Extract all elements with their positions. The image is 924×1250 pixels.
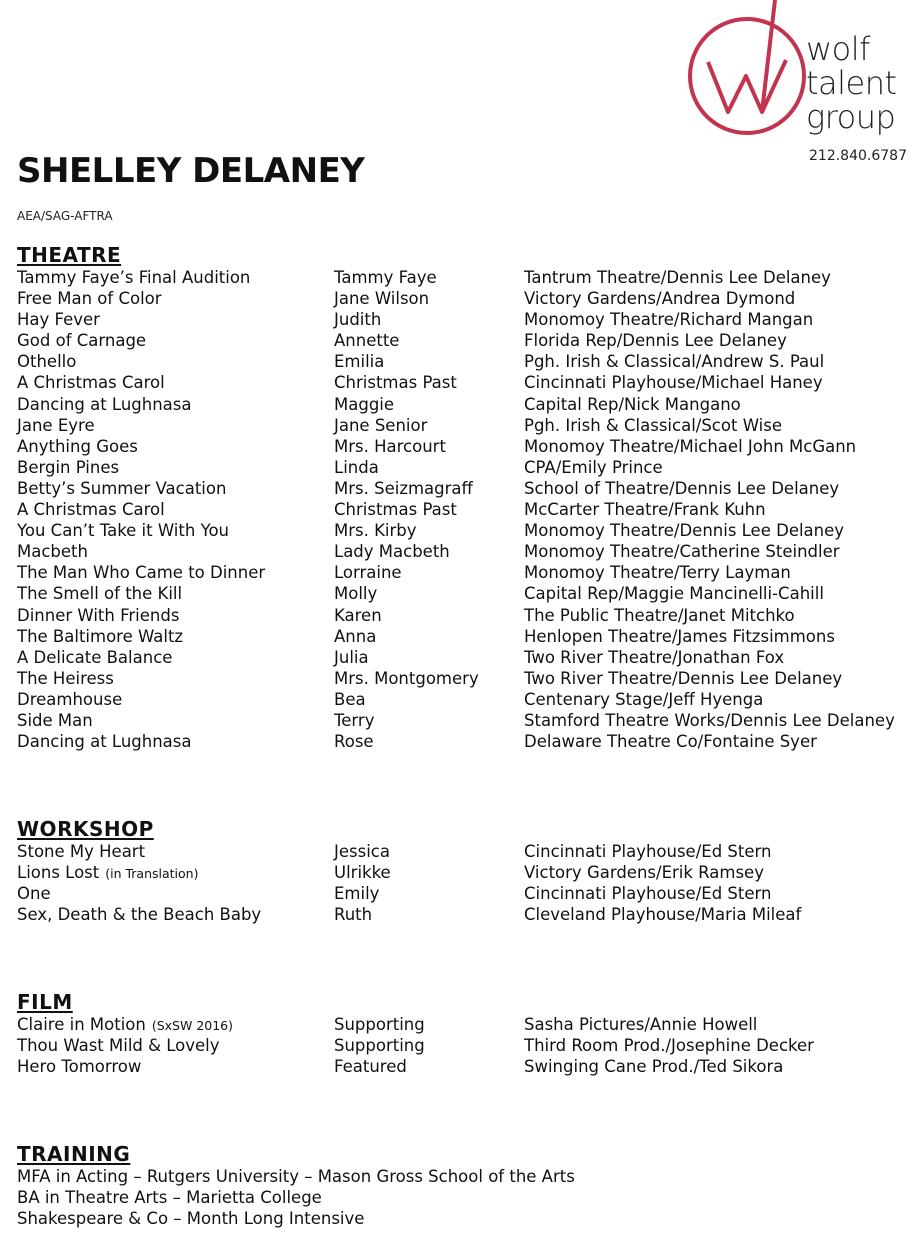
credit-show <box>17 904 261 925</box>
credit-show-title: Free Man of Color <box>17 289 162 309</box>
credit-show <box>17 415 95 436</box>
credit-row <box>17 583 917 604</box>
credit-row <box>17 841 917 862</box>
credit-show <box>17 583 182 604</box>
credit-row <box>17 457 917 478</box>
credit-show <box>17 436 138 457</box>
credit-venue: Florida Rep/Dennis Lee Delaney <box>524 331 787 351</box>
workshop-credit-list <box>17 841 917 925</box>
credit-venue: Sasha Pictures/Annie Howell <box>524 1015 758 1034</box>
credit-venue: Cincinnati Playhouse/Michael Haney <box>524 373 823 393</box>
credit-role: Mrs. Harcourt <box>334 436 446 456</box>
credit-venue: Monomoy Theatre/Richard Mangan <box>524 310 814 330</box>
credit-show <box>17 330 146 351</box>
credit-venue: McCarter Theatre/Frank Kuhn <box>524 500 766 520</box>
credit-row <box>17 541 917 562</box>
credit-show <box>17 862 198 884</box>
credit-role: Karen <box>334 605 382 625</box>
credit-show-title: Bergin Pines <box>17 457 120 477</box>
credit-row <box>17 605 917 626</box>
credit-show <box>17 499 165 520</box>
logo-word-wolf: wolf <box>806 30 870 68</box>
credit-show <box>17 267 250 288</box>
credit-show <box>17 710 93 731</box>
credit-show <box>17 562 265 583</box>
credit-venue: Monomoy Theatre/Dennis Lee Delaney <box>524 521 845 541</box>
credit-row <box>17 372 917 393</box>
credit-show-title: A Christmas Carol <box>17 500 165 520</box>
credit-show <box>17 520 229 541</box>
agency-phone: 212.840.6787 <box>809 148 907 164</box>
theatre-credit-list <box>17 267 917 752</box>
credit-show <box>17 478 226 499</box>
credit-show-title: Claire in Motion <box>17 1015 146 1034</box>
credit-show-title: Hero Tomorrow <box>17 1057 142 1077</box>
credit-row <box>17 1035 917 1056</box>
credit-venue: Centenary Stage/Jeff Hyenga <box>524 689 764 709</box>
credit-show-note: (in Translation) <box>105 866 199 882</box>
credit-show <box>17 457 119 478</box>
credit-row <box>17 394 917 415</box>
section-title-training: TRAINING <box>17 1142 131 1166</box>
credit-venue: CPA/Emily Prince <box>524 457 663 477</box>
credit-venue: Monomoy Theatre/Michael John McGann <box>524 436 857 456</box>
credit-show-title: Lions Lost <box>17 863 100 883</box>
credit-venue: Pgh. Irish & Classical/Scot Wise <box>524 415 782 435</box>
credit-show <box>17 541 88 562</box>
credit-show-title: Hay Fever <box>17 310 100 330</box>
credit-venue: Monomoy Theatre/Catherine Steindler <box>524 542 840 562</box>
credit-role: Mrs. Montgomery <box>334 668 479 688</box>
training-line: BA in Theatre Arts – Marietta College <box>17 1188 322 1208</box>
credit-role: Rose <box>334 732 374 752</box>
credit-role: Mrs. Seizmagraff <box>334 478 473 498</box>
workshop-section <box>17 817 917 925</box>
credit-role: Jane Senior <box>334 415 428 435</box>
credit-row <box>17 626 917 647</box>
credit-show-title: Thou Wast Mild & Lovely <box>17 1036 220 1056</box>
credit-show <box>17 372 165 393</box>
credit-role: Emily <box>334 884 380 904</box>
credit-row <box>17 478 917 499</box>
credit-show <box>17 1014 233 1036</box>
credit-show <box>17 668 114 689</box>
credit-role: Linda <box>334 457 379 477</box>
credit-role: Terry <box>334 710 375 730</box>
credit-row <box>17 309 917 330</box>
credit-role: Mrs. Kirby <box>334 521 417 541</box>
credit-row <box>17 562 917 583</box>
credit-show-title: A Christmas Carol <box>17 373 165 393</box>
credit-show-title: Dancing at Lughnasa <box>17 394 192 414</box>
credit-role: Lorraine <box>334 563 402 583</box>
credit-role: Tammy Faye <box>334 268 437 287</box>
training-line: MFA in Acting – Rutgers University – Mason Gross School of the Arts <box>17 1167 575 1186</box>
credit-show-title: God of Carnage <box>17 331 147 351</box>
credit-row <box>17 288 917 309</box>
credit-show <box>17 883 51 904</box>
logo-word-talent: talent <box>806 64 897 102</box>
credit-venue: Cincinnati Playhouse/Ed Stern <box>524 842 772 861</box>
credit-role: Jessica <box>334 842 390 861</box>
credit-venue: Two River Theatre/Dennis Lee Delaney <box>524 668 843 688</box>
credit-venue: Cincinnati Playhouse/Ed Stern <box>524 884 772 904</box>
credit-show <box>17 626 183 647</box>
training-line: Shakespeare & Co – Month Long Intensive <box>17 1209 365 1229</box>
credit-role: Ruth <box>334 905 373 925</box>
credit-show <box>17 394 192 415</box>
credit-row <box>17 267 917 288</box>
credit-role: Anna <box>334 626 377 646</box>
credit-show-title: Tammy Faye’s Final Audition <box>17 268 251 287</box>
credit-role: Supporting <box>334 1036 425 1056</box>
film-credit-list <box>17 1014 917 1077</box>
credit-venue: Victory Gardens/Erik Ramsey <box>524 863 764 883</box>
credit-show-title: Dreamhouse <box>17 689 123 709</box>
credit-row <box>17 330 917 351</box>
credit-venue: Stamford Theatre Works/Dennis Lee Delaney <box>524 710 895 730</box>
credit-row <box>17 499 917 520</box>
credit-show-title: The Heiress <box>17 668 114 688</box>
credit-row <box>17 436 917 457</box>
credit-row <box>17 689 917 710</box>
credit-show-title: Macbeth <box>17 542 88 562</box>
credit-show-title: A Delicate Balance <box>17 647 173 667</box>
credit-role: Judith <box>334 310 382 330</box>
credit-role: Supporting <box>334 1015 425 1034</box>
section-title-workshop: WORKSHOP <box>17 817 154 841</box>
credit-show <box>17 689 122 710</box>
credit-row <box>17 1014 917 1035</box>
credit-role: Featured <box>334 1057 407 1077</box>
credit-show <box>17 841 145 862</box>
credit-venue: Tantrum Theatre/Dennis Lee Delaney <box>524 268 831 287</box>
theatre-section <box>17 243 917 752</box>
credit-venue: Two River Theatre/Jonathan Fox <box>524 647 785 667</box>
credit-show-title: Betty’s Summer Vacation <box>17 478 227 498</box>
credit-role: Bea <box>334 689 366 709</box>
credit-show-title: The Baltimore Waltz <box>17 626 184 646</box>
credit-venue: Capital Rep/Nick Mangano <box>524 394 741 414</box>
credit-show-title: Dancing at Lughnasa <box>17 732 192 752</box>
section-title-theatre: THEATRE <box>17 243 122 267</box>
credit-show <box>17 309 100 330</box>
training-section <box>17 1142 917 1229</box>
credit-role: Jane Wilson <box>334 289 430 309</box>
credit-role: Christmas Past <box>334 500 457 520</box>
credit-show <box>17 605 179 626</box>
credit-show-title: Side Man <box>17 710 93 730</box>
credit-venue: Delaware Theatre Co/Fontaine Syer <box>524 732 817 752</box>
credit-venue: The Public Theatre/Janet Mitchko <box>524 605 795 625</box>
credit-venue: School of Theatre/Dennis Lee Delaney <box>524 478 840 498</box>
credit-row <box>17 668 917 689</box>
credit-row <box>17 520 917 541</box>
credit-row <box>17 883 917 904</box>
agency-logo <box>686 0 916 140</box>
credit-show <box>17 647 172 668</box>
credit-row <box>17 862 917 883</box>
credit-row <box>17 647 917 668</box>
credit-row <box>17 1056 917 1077</box>
credit-venue: Monomoy Theatre/Terry Layman <box>524 563 791 583</box>
credit-show-title: The Smell of the Kill <box>17 584 183 604</box>
credit-show-title: One <box>17 884 51 904</box>
credit-show-title: Dinner With Friends <box>17 605 180 625</box>
credit-show-title: Anything Goes <box>17 436 138 456</box>
credit-role: Emilia <box>334 352 385 372</box>
credit-show <box>17 1056 141 1077</box>
credit-role: Ulrikke <box>334 863 391 883</box>
credit-role: Lady Macbeth <box>334 542 450 562</box>
credit-venue: Henlopen Theatre/James Fitzsimmons <box>524 626 835 646</box>
credit-show <box>17 1035 220 1056</box>
credit-role: Molly <box>334 584 378 604</box>
logo-word-group: group <box>806 98 896 136</box>
credit-row <box>17 710 917 731</box>
credit-show-title: You Can’t Take it With You <box>17 521 230 541</box>
credit-venue: Pgh. Irish & Classical/Andrew S. Paul <box>524 352 825 372</box>
credit-show-note: (SxSW 2016) <box>151 1018 234 1033</box>
credit-role: Annette <box>334 331 400 351</box>
credit-row <box>17 904 917 925</box>
credit-show-title: Sex, Death & the Beach Baby <box>17 905 262 925</box>
credit-show-title: Stone My Heart <box>17 842 146 861</box>
credit-show <box>17 288 162 309</box>
credit-row <box>17 351 917 372</box>
credit-role: Maggie <box>334 394 395 414</box>
training-list <box>17 1166 917 1229</box>
logo-mark-icon <box>686 0 806 140</box>
credit-row <box>17 731 917 752</box>
credit-role: Christmas Past <box>334 373 457 393</box>
credit-show <box>17 351 76 372</box>
credit-show-title: The Man Who Came to Dinner <box>17 563 266 583</box>
credit-role: Julia <box>334 647 369 667</box>
credit-venue: Swinging Cane Prod./Ted Sikora <box>524 1057 784 1077</box>
section-title-film: FILM <box>17 990 73 1014</box>
credit-venue: Capital Rep/Maggie Mancinelli-Cahill <box>524 584 824 604</box>
credit-row <box>17 415 917 436</box>
credit-show-title: Jane Eyre <box>17 415 95 435</box>
union-affiliation: AEA/SAG-AFTRA <box>17 209 113 223</box>
actor-name: SHELLEY DELANEY <box>17 151 365 191</box>
credit-venue: Cleveland Playhouse/Maria Mileaf <box>524 905 802 925</box>
credit-show-title: Othello <box>17 352 77 372</box>
credit-venue: Victory Gardens/Andrea Dymond <box>524 289 796 309</box>
credit-venue: Third Room Prod./Josephine Decker <box>524 1036 814 1056</box>
credit-show <box>17 731 192 752</box>
film-section <box>17 990 917 1077</box>
